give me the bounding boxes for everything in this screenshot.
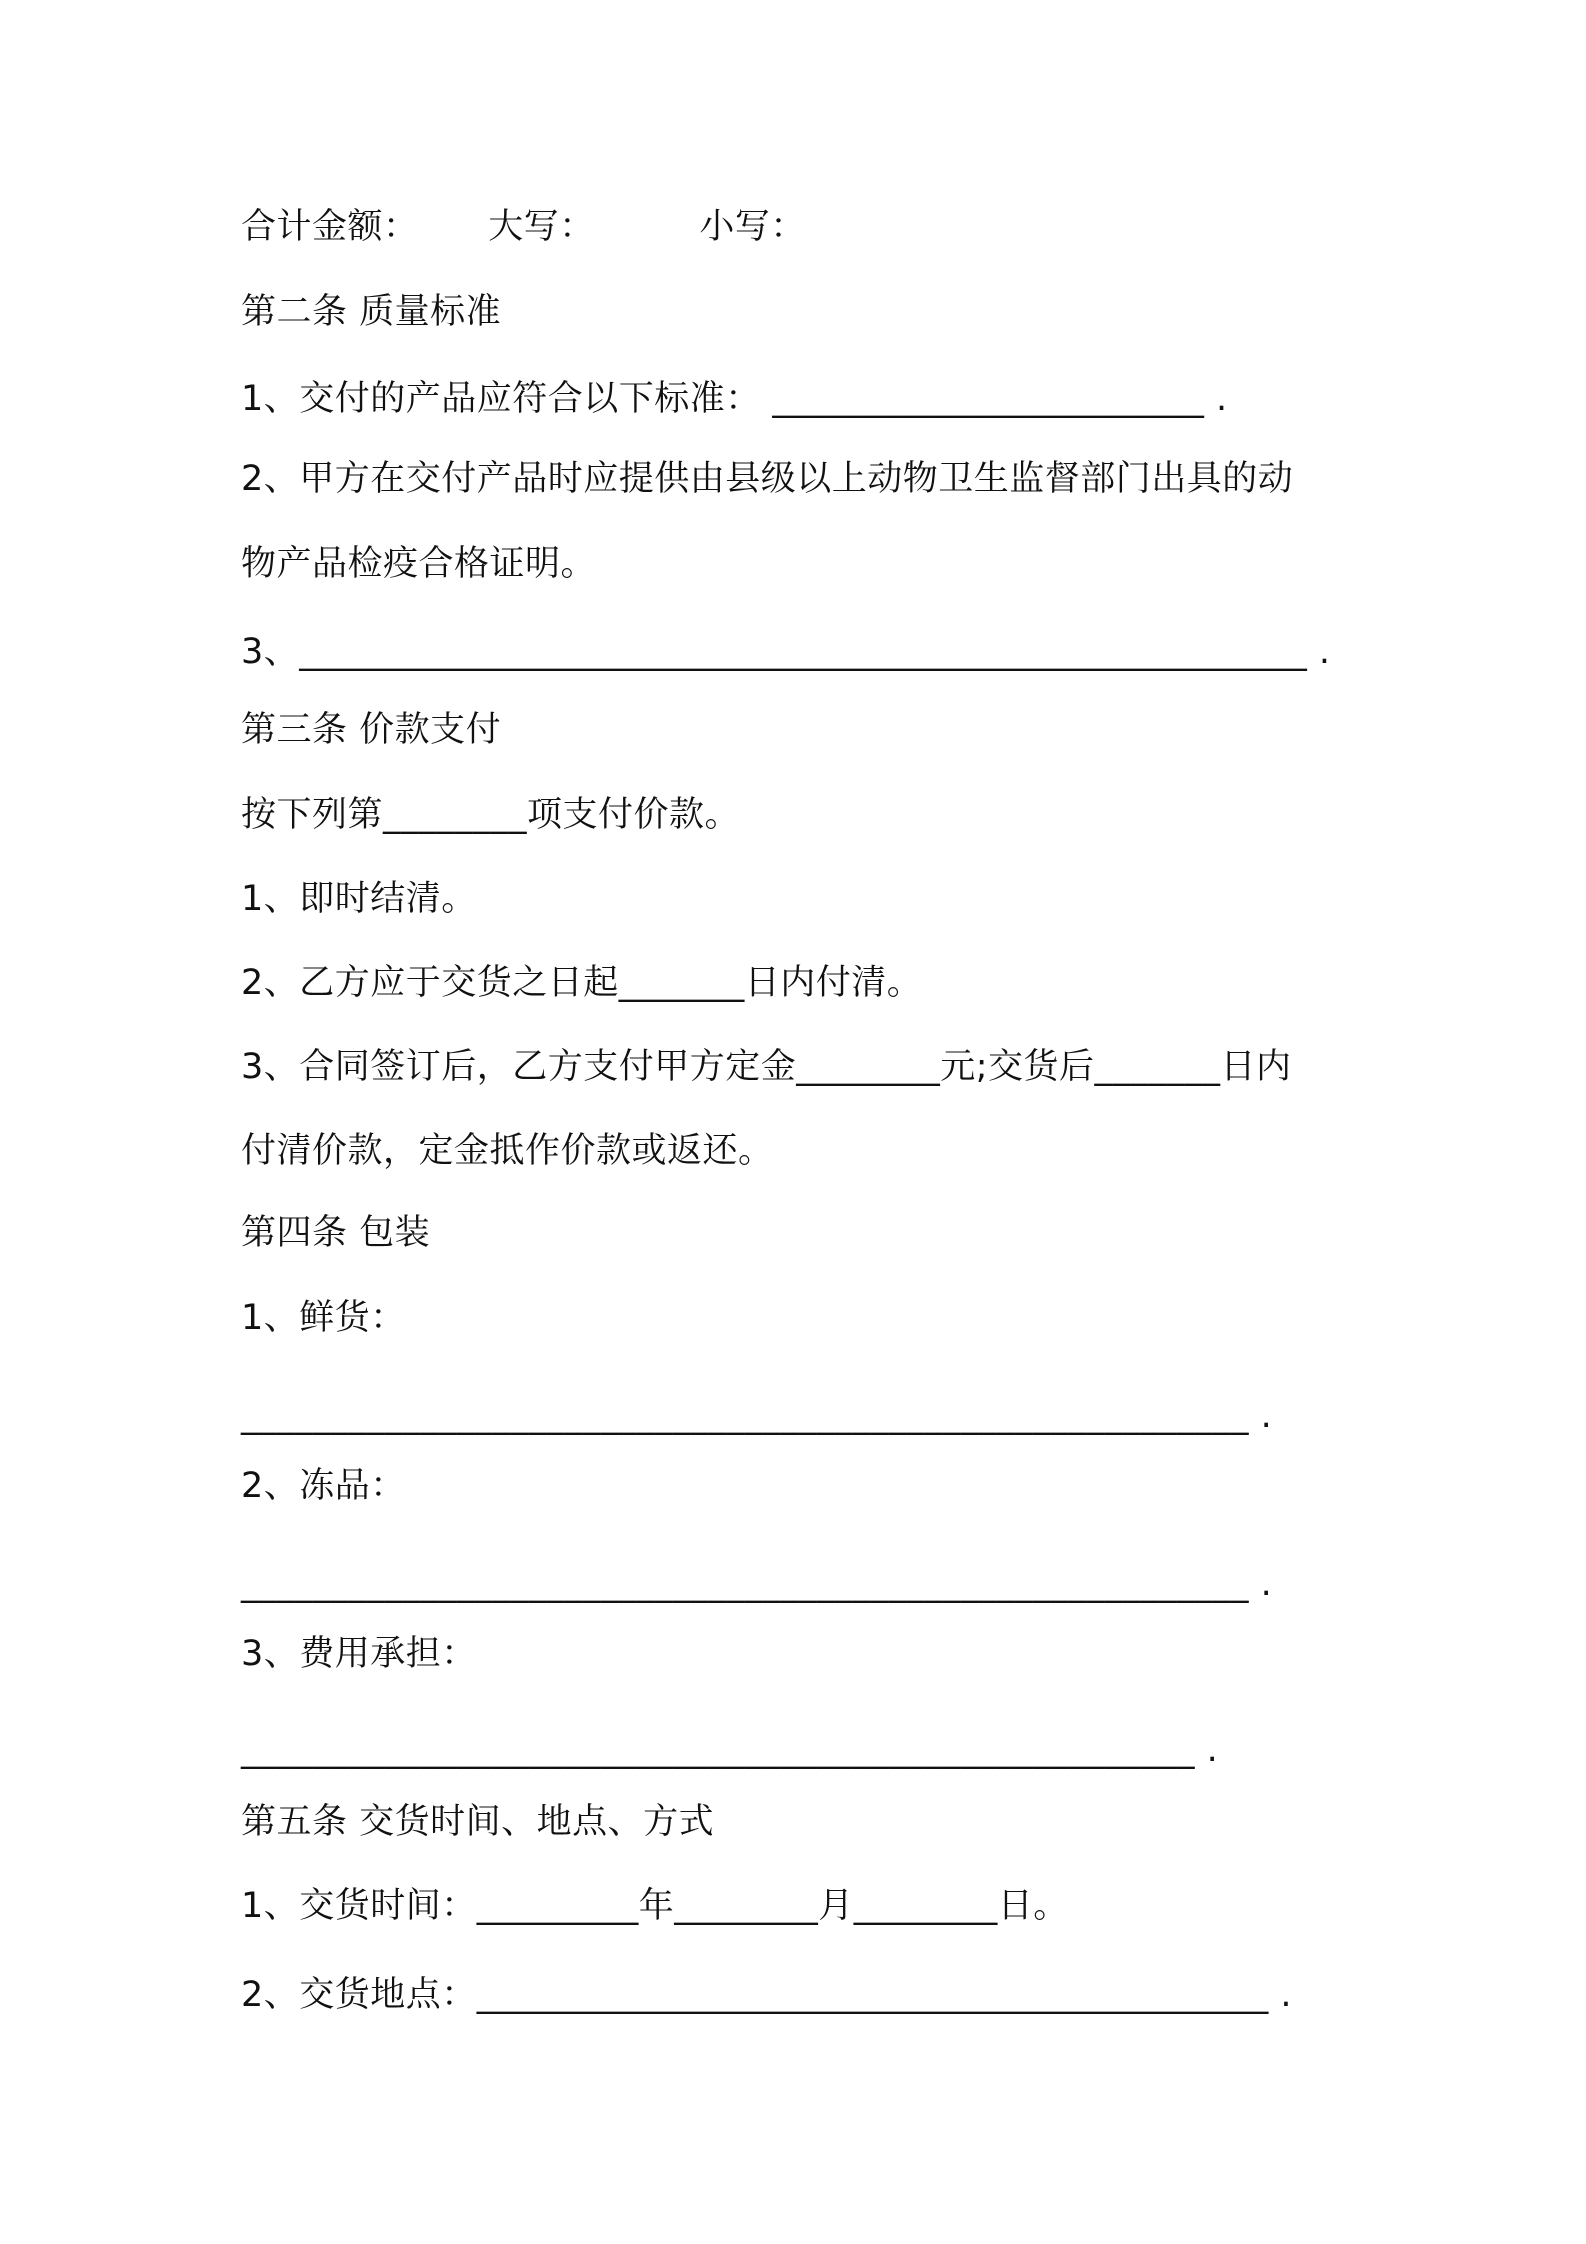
article-4-item-1-blank: ________________________________________________________ . (241, 1396, 1273, 1436)
article-2-item-2-line-1: 2、甲方在交付产品时应提供由县级以上动物卫生监督部门出具的动 (241, 459, 1294, 499)
article-2-item-1: 1、交付的产品应符合以下标准： ________________________ . (241, 379, 1228, 419)
article-3-item-3-line-1: 3、合同签订后，乙方支付甲方定金________元;交货后_______日内 (241, 1047, 1292, 1087)
article-4-item-1: 1、鲜货： (241, 1298, 406, 1338)
article-5-heading: 第五条 交货时间、地点、方式 (241, 1802, 715, 1842)
article-3-item-1: 1、即时结清。 (241, 879, 477, 919)
article-3-item-3-line-2: 付清价款，定金抵作价款或返还。 (241, 1131, 774, 1171)
article-5-item-2: 2、交货地点：____________________________________________ . (241, 1975, 1293, 2015)
article-5-item-1: 1、交货时间：_________年________月________日。 (241, 1886, 1069, 1926)
article-4-item-3: 3、费用承担： (241, 1634, 477, 1674)
article-3-intro: 按下列第________项支付价款。 (241, 795, 741, 835)
article-3-heading: 第三条 价款支付 (241, 710, 502, 750)
total-amount-line: 合计金额： 大写： 小写： (241, 207, 806, 247)
article-2-item-2-line-2: 物产品检疫合格证明。 (241, 544, 597, 584)
article-4-item-2-blank: ________________________________________________________ . (241, 1564, 1273, 1604)
article-4-heading: 第四条 包装 (241, 1213, 431, 1253)
article-3-item-2: 2、乙方应于交货之日起_______日内付清。 (241, 963, 923, 1003)
article-4-item-3-blank: _____________________________________________________ . (241, 1730, 1219, 1770)
article-2-heading: 第二条 质量标准 (241, 292, 502, 332)
article-2-item-3: 3、________________________________________________________ . (241, 632, 1331, 672)
article-4-item-2: 2、冻品： (241, 1466, 406, 1506)
